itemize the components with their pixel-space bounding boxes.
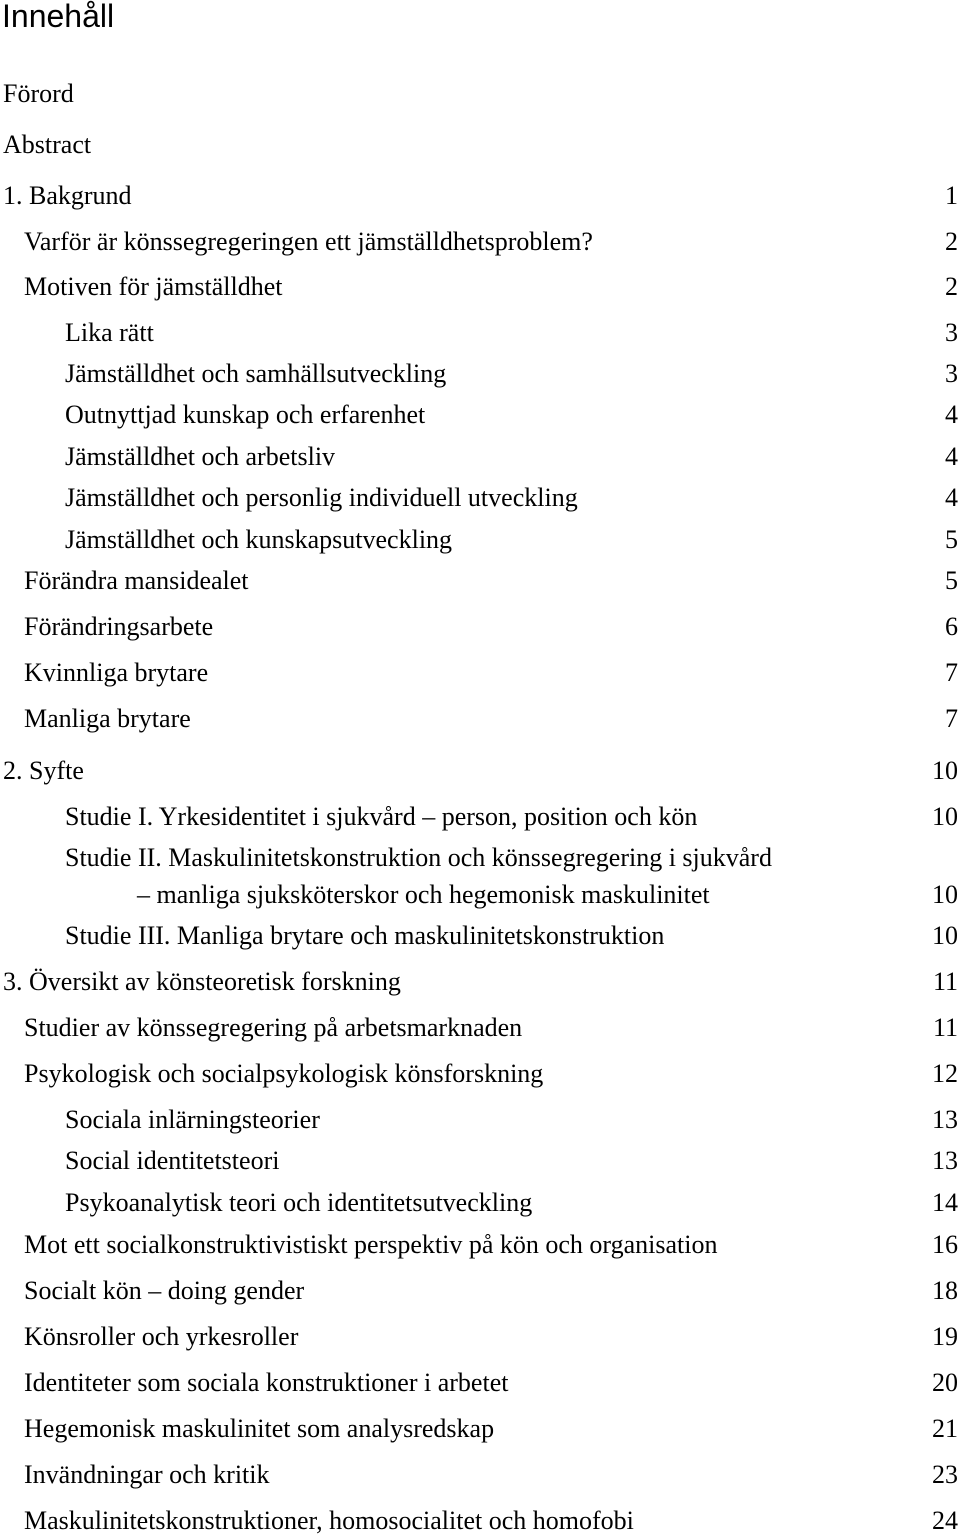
toc-entry-text: Socialt kön – doing gender: [24, 1276, 305, 1305]
toc-entry-text: Studier av könssegregering på arbetsmarknaden: [24, 1013, 523, 1042]
toc-entry-page: 10: [932, 756, 958, 785]
toc-entry-page: 3: [945, 359, 958, 388]
toc-entry-text: Hegemonisk maskulinitet som analysredskap: [24, 1414, 495, 1443]
toc-entry[interactable]: [0, 841, 960, 875]
toc-entry-text: Studie I. Yrkesidentitet i sjukvård – person, position och kön: [65, 802, 698, 831]
toc-entry[interactable]: [0, 128, 960, 162]
toc-entry-text: – manliga sjuksköterskor och hegemonisk maskulinitet: [137, 880, 710, 909]
toc-entry[interactable]: [0, 564, 960, 598]
toc-entry-page: 18: [932, 1276, 958, 1305]
toc-entry-page: 7: [945, 704, 958, 733]
toc-entry[interactable]: [0, 1186, 960, 1220]
toc-entry-text: Sociala inlärningsteorier: [65, 1105, 320, 1134]
toc-entry-page: 21: [932, 1414, 958, 1443]
toc-entry[interactable]: [0, 1458, 960, 1492]
toc-entry-text: 2. Syfte: [3, 756, 84, 785]
toc-entry[interactable]: [0, 1366, 960, 1400]
toc-entry-text: 3. Översikt av könsteoretisk forskning: [3, 967, 401, 996]
toc-entry-text: Manliga brytare: [24, 704, 191, 733]
toc-entry-page: 1: [945, 181, 958, 210]
toc-entry-text: Könsroller och yrkesroller: [24, 1322, 299, 1351]
toc-entry-page: 20: [932, 1368, 958, 1397]
toc-entry[interactable]: [0, 398, 960, 432]
toc-entry[interactable]: [0, 754, 960, 788]
toc-entry-page: 7: [945, 658, 958, 687]
toc-entry-page: 4: [945, 400, 958, 429]
toc-entry-text: Förändringsarbete: [24, 612, 214, 641]
toc-entry-page: 5: [945, 566, 958, 595]
toc-entry-text: Lika rätt: [65, 318, 154, 347]
toc-entry[interactable]: [0, 1412, 960, 1446]
toc-entry[interactable]: [0, 1057, 960, 1091]
toc-entry[interactable]: [0, 481, 960, 515]
toc-entry-page: 16: [932, 1230, 958, 1259]
toc-entry-page: 14: [932, 1188, 958, 1217]
toc-entry[interactable]: [0, 523, 960, 557]
toc-entry-page: 4: [945, 442, 958, 471]
toc-entry-text: Varför är könssegregeringen ett jämställdhetsproblem?: [24, 227, 593, 256]
toc-entry-page: 5: [945, 525, 958, 554]
toc-entry-text: Studie II. Maskulinitetskonstruktion och könssegregering i sjukvård: [65, 843, 772, 872]
toc-entry[interactable]: [0, 316, 960, 350]
toc-entry-text: Identiteter som sociala konstruktioner i arbetet: [24, 1368, 509, 1397]
toc-entry-page: 11: [932, 967, 958, 996]
toc-entry[interactable]: [0, 1011, 960, 1045]
toc-entry-page: 2: [945, 272, 958, 301]
toc-entry-text: Abstract: [3, 130, 92, 159]
toc-entry-page: 23: [932, 1460, 958, 1489]
toc-entry-text: Outnyttjad kunskap och erfarenhet: [65, 400, 426, 429]
toc-entry-text: Psykologisk och socialpsykologisk könsforskning: [24, 1059, 544, 1088]
toc-entry[interactable]: [0, 965, 960, 999]
toc-entry-text: Social identitetsteori: [65, 1146, 280, 1175]
toc-entry-text: Jämställdhet och kunskapsutveckling: [65, 525, 453, 554]
toc-entry-page: 2: [945, 227, 958, 256]
toc-entry[interactable]: [0, 270, 960, 304]
toc-entry[interactable]: [0, 1228, 960, 1262]
toc-entry-text: Motiven för jämställdhet: [24, 272, 283, 301]
toc-entry-page: 10: [932, 802, 958, 831]
toc-entry[interactable]: [0, 357, 960, 391]
toc-entry-text: Invändningar och kritik: [24, 1460, 270, 1489]
toc-entry-page: 13: [932, 1146, 958, 1175]
toc-entry-page: 10: [932, 880, 958, 909]
toc-entry-text: Studie III. Manliga brytare och maskulinitetskonstruktion: [65, 921, 665, 950]
toc-entry-text: Jämställdhet och personlig individuell utveckling: [65, 483, 578, 512]
toc-entry[interactable]: [0, 878, 960, 912]
toc-entry-page: 12: [932, 1059, 958, 1088]
toc-entry-text: Mot ett socialkonstruktivistiskt perspektiv på kön och organisation: [24, 1230, 718, 1259]
toc-entry[interactable]: [0, 440, 960, 474]
toc-entry-page: 11: [932, 1013, 958, 1042]
toc-entry-page: 19: [932, 1322, 958, 1351]
toc-entry-text: Jämställdhet och arbetsliv: [65, 442, 336, 471]
toc-entry-page: 6: [945, 612, 958, 641]
toc-entry[interactable]: [0, 656, 960, 690]
toc-entry[interactable]: [0, 800, 960, 834]
toc-entry[interactable]: [0, 610, 960, 644]
toc-entry-text: Kvinnliga brytare: [24, 658, 209, 687]
toc-entry-text: Förändra mansidealet: [24, 566, 249, 595]
toc-entry-text: 1. Bakgrund: [3, 181, 132, 210]
toc-entry[interactable]: [0, 1144, 960, 1178]
toc-entry-page: 10: [932, 921, 958, 950]
toc-entry-text: Förord: [3, 79, 74, 108]
toc-entry-page: 3: [945, 318, 958, 347]
toc-entry[interactable]: [0, 1504, 960, 1538]
toc-entry[interactable]: [0, 77, 960, 111]
toc-entry[interactable]: [0, 702, 960, 736]
toc-entry-page: 13: [932, 1105, 958, 1134]
toc-entry-text: Maskulinitetskonstruktioner, homosocialitet och homofobi: [24, 1506, 634, 1535]
toc-entry-text: Jämställdhet och samhällsutveckling: [65, 359, 447, 388]
toc-entry[interactable]: [0, 179, 960, 213]
toc-entry[interactable]: [0, 1103, 960, 1137]
page-title: Innehåll: [2, 0, 115, 34]
toc-entry-page: 24: [932, 1506, 958, 1535]
toc-entry[interactable]: [0, 1320, 960, 1354]
toc-entry[interactable]: [0, 1274, 960, 1308]
toc-entry[interactable]: [0, 225, 960, 259]
toc-entry-page: 4: [945, 483, 958, 512]
toc-entry[interactable]: [0, 919, 960, 953]
toc-entry-text: Psykoanalytisk teori och identitetsutveckling: [65, 1188, 533, 1217]
